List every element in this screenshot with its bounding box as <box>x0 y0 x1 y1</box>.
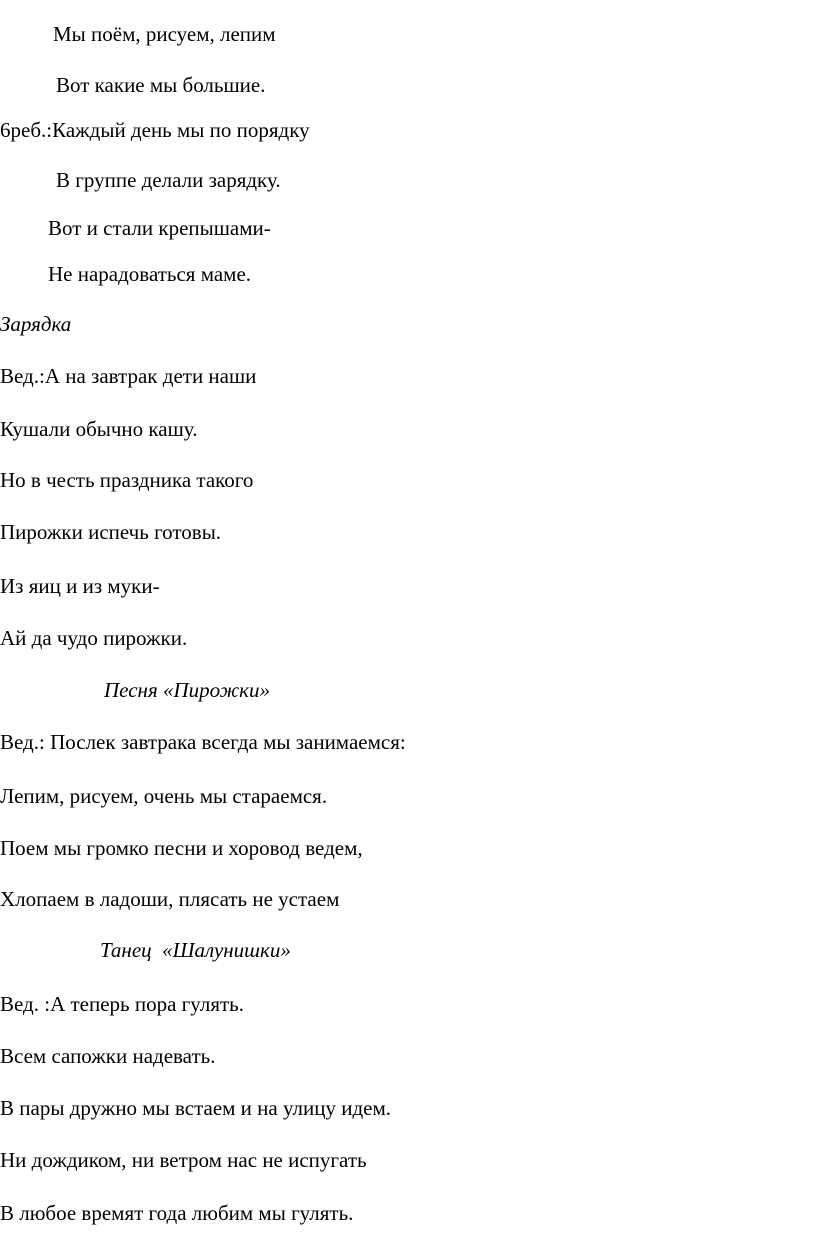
text-line: Кушали обычно кашу. <box>0 417 198 441</box>
text-line: Но в честь праздника такого <box>0 468 254 492</box>
text-line: Не нарадоваться маме. <box>48 262 252 286</box>
text-line: Вед.: Послек завтрака всегда мы занимаемся: <box>0 730 406 754</box>
text-line: Вед.:А на завтрак дети наши <box>0 364 257 388</box>
text-line: Мы поём, рисуем, лепим <box>53 22 276 46</box>
section-heading: Зарядка <box>0 312 72 336</box>
text-line: Ни дождиком, ни ветром нас не испугать <box>0 1148 367 1172</box>
text-line: Вот какие мы большие. <box>56 73 266 97</box>
text-line: В любое времят года любим мы гулять. <box>0 1201 354 1225</box>
text-line: В пары дружно мы встаем и на улицу идем. <box>0 1096 392 1120</box>
text-line: Ай да чудо пирожки. <box>0 626 188 650</box>
text-line: Вот и стали крепышами- <box>48 216 271 240</box>
text-line: Вед. :А теперь пора гулять. <box>0 992 245 1016</box>
text-line: Поем мы громко песни и хоровод ведем, <box>0 836 363 860</box>
dance-heading: Танец «Шалунишки» <box>100 938 291 962</box>
text-line: Пирожки испечь готовы. <box>0 520 222 544</box>
text-line: В группе делали зарядку. <box>56 168 281 192</box>
text-line: Из яиц и из муки- <box>0 574 160 598</box>
text-line: Лепим, рисуем, очень мы стараемся. <box>0 784 328 808</box>
song-heading: Песня «Пирожки» <box>104 678 270 702</box>
text-line: Всем сапожки надевать. <box>0 1044 216 1068</box>
text-line: Хлопаем в ладоши, плясать не устаем <box>0 887 340 911</box>
text-line: 6реб.:Каждый день мы по порядку <box>0 118 310 142</box>
